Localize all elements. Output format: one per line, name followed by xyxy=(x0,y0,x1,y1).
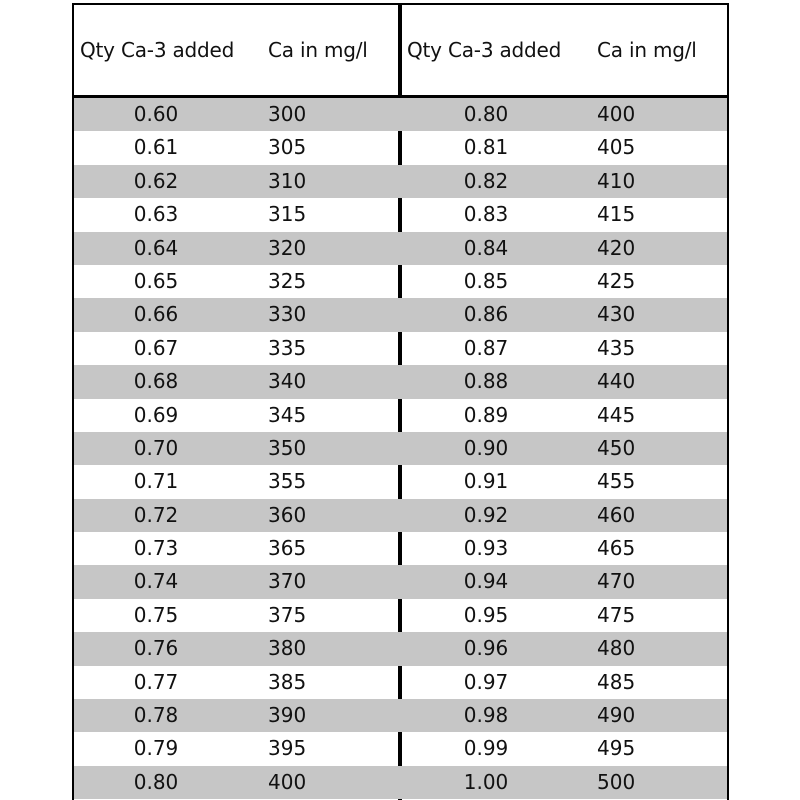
cell-ca-right: 480 xyxy=(597,636,636,661)
cell-ca-left: 390 xyxy=(268,703,307,728)
table-row xyxy=(74,732,727,765)
cell-ca-right: 485 xyxy=(597,669,636,694)
cell-ca-left: 365 xyxy=(268,536,307,561)
cell-qty-left: 0.63 xyxy=(133,202,179,227)
cell-ca-right: 440 xyxy=(597,369,636,394)
cell-qty-left: 0.70 xyxy=(133,435,179,460)
table-row xyxy=(74,399,727,432)
table-row xyxy=(74,165,727,198)
cell-qty-left: 0.71 xyxy=(133,469,179,494)
cell-ca-right: 410 xyxy=(597,168,636,193)
table-row xyxy=(74,365,727,398)
table-row xyxy=(74,632,727,665)
cell-ca-right: 490 xyxy=(597,703,636,728)
cell-qty-left: 0.76 xyxy=(133,636,179,661)
cell-qty-right: 0.94 xyxy=(463,569,509,594)
cell-qty-right: 0.87 xyxy=(463,335,509,360)
cell-ca-left: 375 xyxy=(268,602,307,627)
cell-qty-left: 0.78 xyxy=(133,703,179,728)
cell-qty-right: 0.95 xyxy=(463,602,509,627)
cell-qty-right: 0.81 xyxy=(463,135,509,160)
cell-ca-right: 470 xyxy=(597,569,636,594)
cell-qty-left: 0.79 xyxy=(133,736,179,761)
cell-qty-right: 0.90 xyxy=(463,435,509,460)
cell-ca-left: 370 xyxy=(268,569,307,594)
table-row xyxy=(74,599,727,632)
cell-qty-left: 0.67 xyxy=(133,335,179,360)
cell-qty-left: 0.73 xyxy=(133,536,179,561)
cell-ca-right: 475 xyxy=(597,602,636,627)
table-row xyxy=(74,198,727,231)
cell-ca-left: 330 xyxy=(268,302,307,327)
table-row xyxy=(74,432,727,465)
cell-qty-right: 0.85 xyxy=(463,268,509,293)
cell-ca-right: 460 xyxy=(597,502,636,527)
cell-qty-left: 0.65 xyxy=(133,268,179,293)
cell-ca-left: 385 xyxy=(268,669,307,694)
cell-qty-left: 0.61 xyxy=(133,135,179,160)
cell-qty-right: 0.91 xyxy=(463,469,509,494)
cell-qty-right: 0.97 xyxy=(463,669,509,694)
cell-ca-left: 345 xyxy=(268,402,307,427)
cell-qty-left: 0.62 xyxy=(133,168,179,193)
header-qty-right: Qty Ca-3 added xyxy=(407,38,562,62)
cell-ca-right: 400 xyxy=(597,102,636,126)
table-row xyxy=(74,532,727,565)
cell-qty-left: 0.64 xyxy=(133,235,179,260)
cell-qty-right: 0.93 xyxy=(463,536,509,561)
cell-qty-right: 0.98 xyxy=(463,703,509,728)
cell-qty-right: 0.86 xyxy=(463,302,509,327)
cell-qty-right: 0.96 xyxy=(463,636,509,661)
cell-qty-left: 0.69 xyxy=(133,402,179,427)
table-row xyxy=(74,565,727,598)
table-row xyxy=(74,232,727,265)
table-row xyxy=(74,766,727,799)
header-qty-left: Qty Ca-3 added xyxy=(80,38,235,62)
cell-ca-right: 405 xyxy=(597,135,636,160)
table-row xyxy=(74,666,727,699)
cell-qty-left: 0.74 xyxy=(133,569,179,594)
cell-ca-right: 425 xyxy=(597,268,636,293)
cell-ca-right: 420 xyxy=(597,235,636,260)
cell-ca-left: 395 xyxy=(268,736,307,761)
cell-qty-left: 0.60 xyxy=(133,102,179,126)
table-row xyxy=(74,298,727,331)
cell-ca-left: 325 xyxy=(268,268,307,293)
cell-ca-left: 340 xyxy=(268,369,307,394)
cell-ca-right: 495 xyxy=(597,736,636,761)
cell-ca-right: 430 xyxy=(597,302,636,327)
cell-ca-right: 415 xyxy=(597,202,636,227)
cell-qty-right: 0.80 xyxy=(463,102,509,126)
cell-qty-right: 0.92 xyxy=(463,502,509,527)
cell-ca-left: 300 xyxy=(268,102,307,126)
table-body xyxy=(74,98,727,799)
cell-qty-right: 0.84 xyxy=(463,235,509,260)
cell-ca-left: 350 xyxy=(268,435,307,460)
cell-ca-left: 360 xyxy=(268,502,307,527)
cell-ca-right: 465 xyxy=(597,536,636,561)
table-row xyxy=(74,98,727,131)
cell-qty-left: 0.68 xyxy=(133,369,179,394)
cell-ca-left: 315 xyxy=(268,202,307,227)
cell-ca-right: 445 xyxy=(597,402,636,427)
cell-qty-right: 0.82 xyxy=(463,168,509,193)
cell-ca-right: 455 xyxy=(597,469,636,494)
cell-ca-left: 380 xyxy=(268,636,307,661)
table-row xyxy=(74,699,727,732)
cell-ca-left: 310 xyxy=(268,168,307,193)
cell-qty-left: 0.66 xyxy=(133,302,179,327)
cell-ca-left: 335 xyxy=(268,335,307,360)
cell-qty-right: 0.83 xyxy=(463,202,509,227)
cell-ca-right: 450 xyxy=(597,435,636,460)
cell-qty-right: 1.00 xyxy=(463,769,509,794)
cell-qty-right: 0.89 xyxy=(463,402,509,427)
table-row xyxy=(74,265,727,298)
table-row xyxy=(74,465,727,498)
cell-qty-left: 0.80 xyxy=(133,769,179,794)
cell-ca-right: 435 xyxy=(597,335,636,360)
cell-ca-left: 355 xyxy=(268,469,307,494)
table-row xyxy=(74,499,727,532)
cell-qty-right: 0.99 xyxy=(463,736,509,761)
table-row xyxy=(74,332,727,365)
cell-ca-left: 320 xyxy=(268,235,307,260)
header-ca-right: Ca in mg/l xyxy=(597,38,697,62)
cell-qty-right: 0.88 xyxy=(463,369,509,394)
table-row xyxy=(74,131,727,164)
cell-ca-right: 500 xyxy=(597,769,636,794)
cell-qty-left: 0.72 xyxy=(133,502,179,527)
cell-ca-left: 305 xyxy=(268,135,307,160)
cell-qty-left: 0.75 xyxy=(133,602,179,627)
header-ca-left: Ca in mg/l xyxy=(268,38,368,62)
cell-ca-left: 400 xyxy=(268,769,307,794)
cell-qty-left: 0.77 xyxy=(133,669,179,694)
